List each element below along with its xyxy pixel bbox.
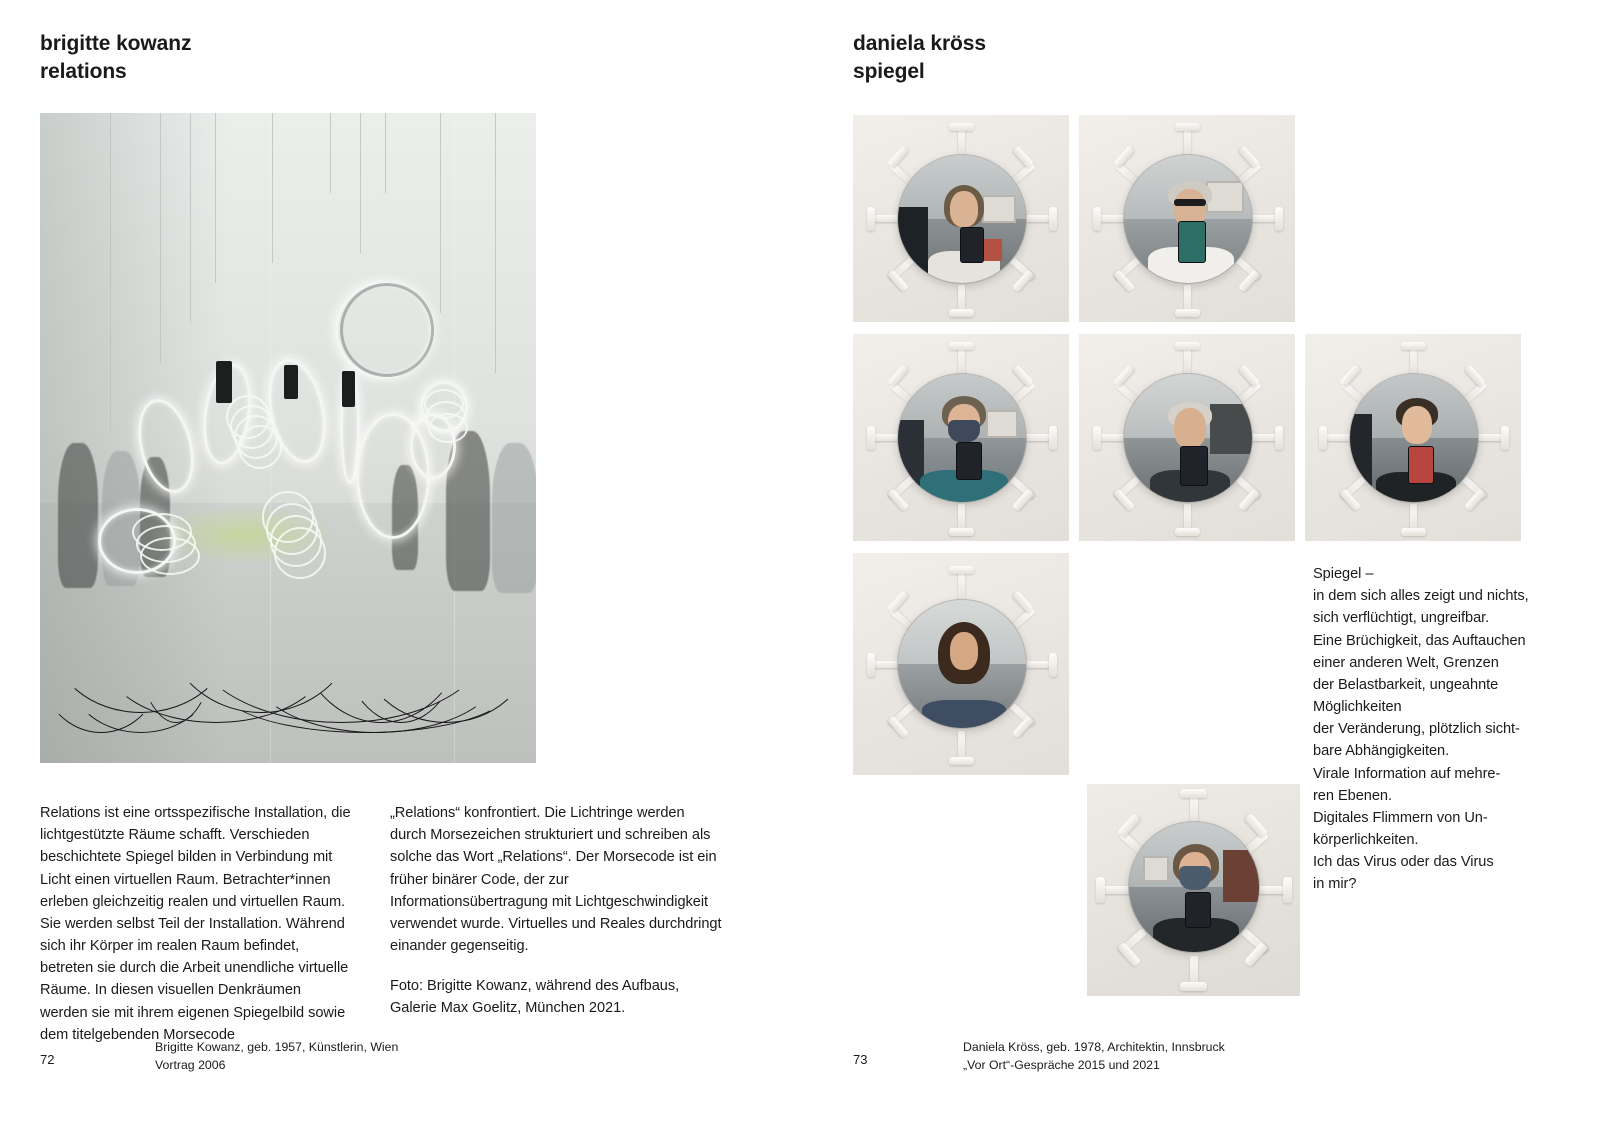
work-title: relations bbox=[40, 59, 127, 83]
credit-right-line-1: Daniela Kröss, geb. 1978, Architektin, Innsbruck bbox=[963, 1040, 1225, 1054]
poem-line-15: in mir? bbox=[1313, 876, 1357, 893]
mirror-selfie-3 bbox=[853, 334, 1069, 541]
left-page-title bbox=[40, 30, 191, 85]
poem-line-14: Ich das Virus oder das Virus bbox=[1313, 854, 1494, 871]
poem-line-13: körperlichkeiten. bbox=[1313, 832, 1419, 849]
mirror-selfie-7 bbox=[1087, 784, 1300, 996]
poem-line-9: bare Abhängigkeiten. bbox=[1313, 743, 1450, 760]
poem-line-7: Möglichkeiten bbox=[1313, 699, 1402, 716]
credit-left-line-2: Vortrag 2006 bbox=[155, 1058, 226, 1073]
artist-name: brigitte kowanz bbox=[40, 32, 192, 55]
poem-line-3: sich verflüchtigt, ungreifbar. bbox=[1313, 610, 1490, 627]
installation-photo-kowanz bbox=[40, 113, 536, 763]
kowanz-text-column-2 bbox=[390, 802, 722, 1020]
mirror-selfie-5 bbox=[1305, 334, 1521, 541]
poem-line-5: einer anderen Welt, Grenzen bbox=[1313, 654, 1499, 671]
credit-right bbox=[963, 1038, 1313, 1075]
poem-line-8: der Veränderung, plötzlich sicht- bbox=[1313, 721, 1520, 738]
right-page bbox=[800, 0, 1600, 1129]
credit-right-line-2: „Vor Ort“-Gespräche 2015 und 2021 bbox=[963, 1058, 1160, 1073]
poem-line-11: ren Ebenen. bbox=[1313, 787, 1392, 804]
poem-line-6: der Belastbarkeit, ungeahnte bbox=[1313, 676, 1499, 693]
mirror-selfie-2 bbox=[1079, 115, 1295, 322]
artist-name-2: daniela kröss bbox=[853, 32, 986, 55]
mirror-selfie-6 bbox=[853, 553, 1069, 775]
work-title-2: spiegel bbox=[853, 59, 925, 83]
folio-right: 73 bbox=[853, 1052, 868, 1067]
poem-line-10: Virale Information auf mehre- bbox=[1313, 765, 1501, 782]
poem-spiegel bbox=[1313, 563, 1593, 896]
kowanz-paragraph-1: Relations ist eine ortsspezifische Installation, die lichtgestützte Räume schafft. Verschieden beschichtete Spiegel bilden in Verbindung mit Licht einen virtuellen Raum. Betrachter*innen erleben gleichzeitig realen und virtuellen Raum. Sie werden selbst Teil der Installation. Während sich ihr Körper im realen Raum befindet, betreten sie durch die Arbeit unendliche virtuelle Räume. In diesen visuellen Denkräumen werden sie mit ihrem eigenen Spiegelbild sowie dem titelgebenden Morsecode bbox=[40, 805, 351, 1043]
mirror-selfie-4 bbox=[1079, 334, 1295, 541]
kowanz-text-column-1 bbox=[40, 802, 352, 1046]
right-page-title bbox=[853, 30, 986, 85]
poem-line-1: Spiegel – bbox=[1313, 566, 1374, 582]
credit-left-line-1: Brigitte Kowanz, geb. 1957, Künstlerin, Wien bbox=[155, 1040, 399, 1054]
folio-left: 72 bbox=[40, 1052, 55, 1067]
kowanz-paragraph-2: „Relations“ konfrontiert. Die Lichtringe werden durch Morsezeichen strukturiert und schreiben als solche das Wort „Relations“. Der Morsecode ist ein früher binärer Code, der zur Informationsübertragung mit Lichtgeschwindigkeit verwendet wurde. Virtuelles und Reales durchdringt einander gegenseitig. bbox=[390, 805, 722, 955]
mirror-selfie-1 bbox=[853, 115, 1069, 322]
poem-line-12: Digitales Flimmern von Un- bbox=[1313, 809, 1488, 826]
kowanz-photo-credit: Foto: Brigitte Kowanz, während des Aufbaus, Galerie Max Goelitz, München 2021. bbox=[390, 978, 680, 1017]
poem-line-4: Eine Brüchigkeit, das Auftauchen bbox=[1313, 632, 1526, 649]
credit-left bbox=[155, 1038, 485, 1075]
poem-line-2: in dem sich alles zeigt und nichts, bbox=[1313, 588, 1529, 605]
